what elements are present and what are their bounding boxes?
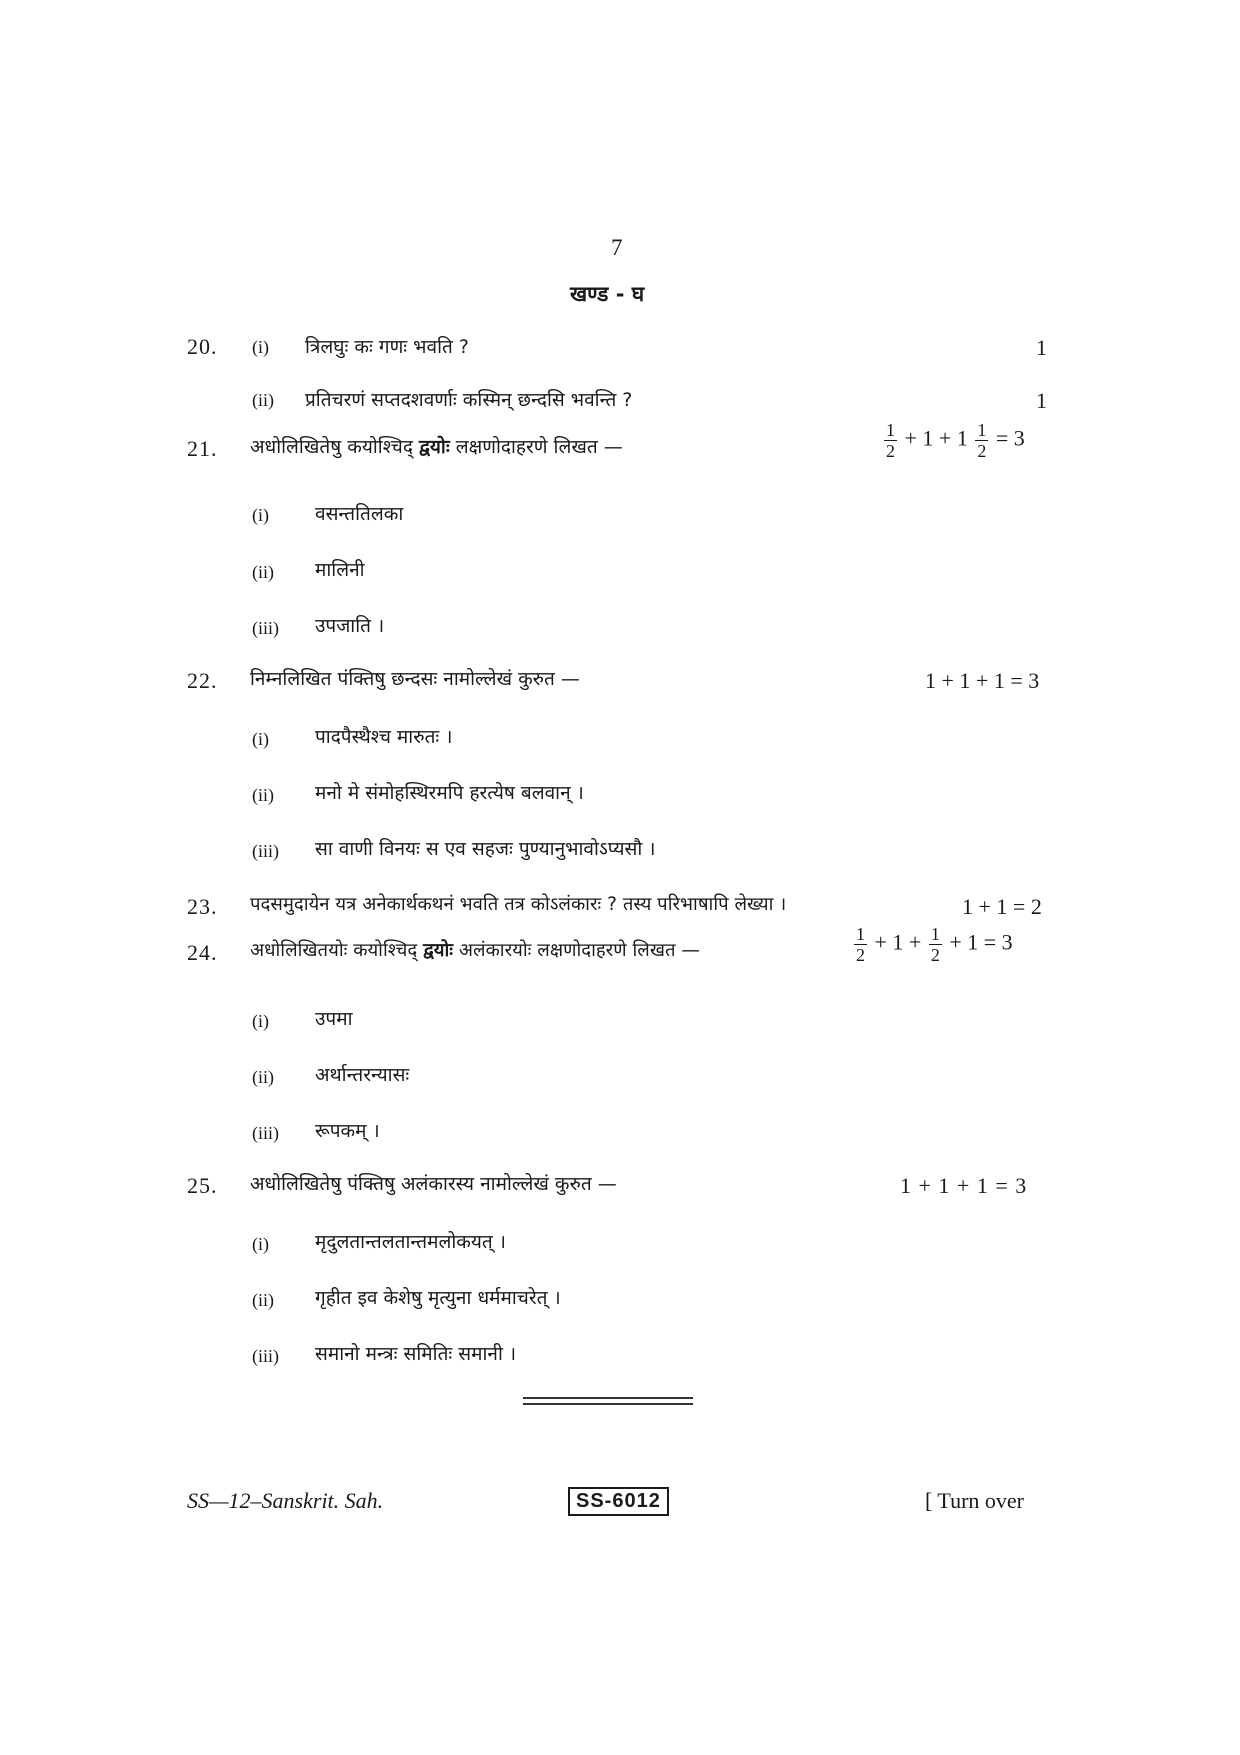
end-rule-bottom: [523, 1403, 693, 1405]
question-text-25: अधोलिखितेषु पंक्तिषु अलंकारस्य नामोल्लेखं कुरुत —: [250, 1173, 617, 1195]
question-text-23: पदसमुदायेन यत्र अनेकार्थकथनं भवति तत्र कोऽलंकारः ? तस्य परिभाषापि लेख्या ।: [250, 894, 787, 915]
q21-item-label-iii: (iii): [252, 618, 279, 638]
question-number-21: 21.: [187, 436, 218, 461]
q24-fraction-2: [929, 924, 942, 965]
q22-marks: 1 + 1 + 1 = 3: [925, 668, 1040, 693]
q24-item-text-i: उपमा: [315, 1008, 353, 1030]
q21-fraction-2-denominator: 2: [977, 441, 987, 461]
q24-fraction-1-numerator: 1: [856, 924, 865, 944]
q25-item-text-ii: गृहीत इव केशेषु मृत्युना धर्ममाचरेत् ।: [315, 1287, 561, 1309]
q24-item-label-iii: (iii): [252, 1123, 279, 1143]
q24-item-label-i: (i): [252, 1011, 269, 1031]
q20-sub-text-i: त्रिलघुः कः गणः भवति ?: [305, 336, 469, 358]
q24-marks-mid: + 1 +: [874, 929, 922, 955]
q24-text-bold: द्वयोः: [423, 940, 453, 961]
q22-item-text-iii: सा वाणी विनयः स एव सहजः पुण्यानुभावोऽप्यसौ ।: [315, 838, 656, 860]
q21-text-pre: अधोलिखितेषु कयोश्चिद्: [250, 436, 413, 458]
footer-paper-code: SS-6012: [568, 1487, 669, 1516]
q24-item-label-ii: (ii): [252, 1067, 274, 1087]
q24-marks-end: + 1 = 3: [949, 929, 1013, 955]
q21-fraction-1-denominator: 2: [886, 441, 895, 461]
q21-marks-end: = 3: [995, 425, 1025, 451]
footer-turn-over: [ Turn over: [925, 1488, 1025, 1513]
q24-text-post: अलंकारयोः लक्षणोदाहरणे लिखत —: [458, 940, 700, 961]
q21-item-label-ii: (ii): [252, 562, 274, 582]
q21-item-text-i: वसन्ततिलका: [315, 503, 404, 525]
page-number: 7: [611, 235, 623, 260]
q24-text-pre: अधोलिखितयोः कयोश्चिद्: [250, 940, 418, 961]
question-text-22: निम्नलिखित पंक्तिषु छन्दसः नामोल्लेखं कुरुत —: [250, 668, 580, 690]
q21-marks-mid: + 1 + 1: [904, 425, 968, 451]
q20-marks-ii: 1: [1036, 388, 1047, 413]
q25-item-label-ii: (ii): [252, 1290, 274, 1310]
q24-item-text-iii: रूपकम् ।: [315, 1120, 380, 1142]
q25-item-label-i: (i): [252, 1234, 269, 1254]
q24-marks: [852, 924, 1013, 965]
q21-fraction-2: [975, 420, 988, 461]
q20-sub-label-i: (i): [252, 337, 269, 357]
q25-marks: 1 + 1 + 1 = 3: [900, 1173, 1028, 1198]
q21-item-text-ii: मालिनी: [315, 559, 365, 581]
q20-sub-text-ii: प्रतिचरणं सप्तदशवर्णाः कस्मिन् छन्दसि भवन्ति ?: [305, 389, 633, 411]
q24-fraction-2-numerator: 1: [930, 924, 940, 944]
q22-item-label-iii: (iii): [252, 841, 279, 861]
q21-marks: [882, 420, 1025, 461]
question-number-24: 24.: [187, 940, 218, 965]
question-text-21: [250, 433, 623, 459]
question-number-25: 25.: [187, 1173, 218, 1198]
q20-sub-label-ii: (ii): [252, 390, 274, 410]
q23-marks: 1 + 1 = 2: [962, 894, 1042, 919]
q21-text-post: लक्षणोदाहरणे लिखत —: [455, 436, 623, 458]
q22-item-label-ii: (ii): [252, 785, 274, 805]
q25-item-label-iii: (iii): [252, 1346, 279, 1366]
q24-fraction-1-denominator: 2: [856, 945, 865, 965]
q22-item-text-ii: मनो मे संमोहस्थिरमपि हरत्येष बलवान् ।: [315, 782, 584, 804]
footer-subject: SS—12–Sanskrit. Sah.: [187, 1488, 384, 1513]
question-text-24: [250, 937, 700, 962]
q21-fraction-1-numerator: 1: [886, 420, 895, 440]
q21-item-text-iii: उपजाति ।: [315, 615, 385, 637]
end-rule-top: [523, 1397, 693, 1399]
question-number-23: 23.: [187, 894, 218, 919]
q24-fraction-1: [854, 924, 867, 965]
section-title: खण्ड - घ: [570, 282, 645, 306]
q21-fraction-2-numerator: 1: [977, 420, 987, 440]
question-number-20: 20.: [187, 334, 218, 359]
q21-item-label-i: (i): [252, 505, 269, 525]
q25-item-text-iii: समानो मन्त्रः समितिः समानी ।: [315, 1343, 517, 1365]
q24-fraction-2-denominator: 2: [930, 945, 940, 965]
q20-marks-i: 1: [1036, 335, 1047, 360]
q24-item-text-ii: अर्थान्तरन्यासः: [315, 1064, 410, 1086]
q22-item-text-i: पादपैस्थैश्च मारुतः ।: [315, 726, 453, 748]
q21-text-bold: द्वयोः: [418, 436, 450, 458]
q22-item-label-i: (i): [252, 729, 269, 749]
q25-item-text-i: मृदुलतान्तलतान्तमलोकयत् ।: [315, 1231, 506, 1253]
question-number-22: 22.: [187, 668, 218, 693]
q21-fraction-1: [884, 420, 897, 461]
